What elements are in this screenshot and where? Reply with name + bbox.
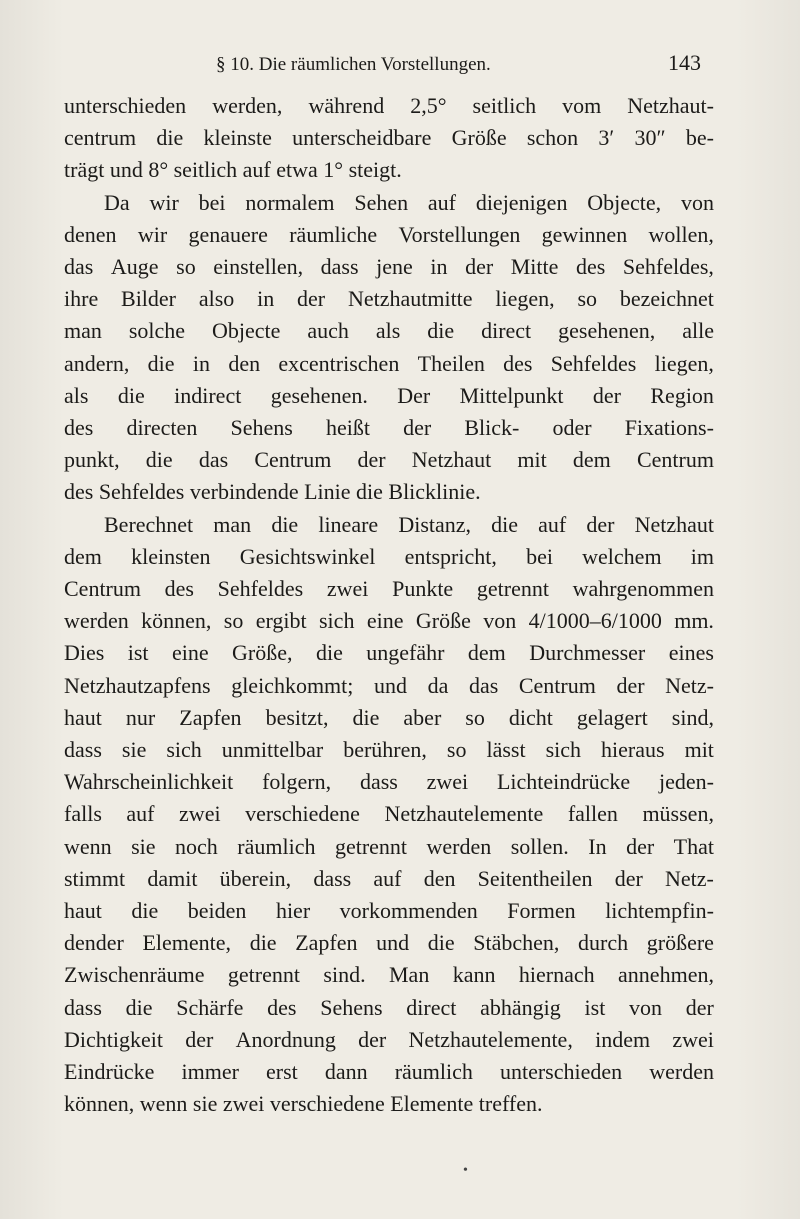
text-line: dem kleinsten Gesichtswinkel entspricht, bei welchem im (64, 543, 714, 569)
text-line: andern, die in den excentrischen Theilen des Sehfeldes liegen, (64, 350, 714, 376)
text-line: des directen Sehens heißt der Blick- oder Fixations- (64, 415, 714, 441)
text-line: Centrum des Sehfeldes zwei Punkte getrennt wahrgenommen (64, 576, 714, 602)
section-title: § 10. Die räumlichen Vorstellungen. (216, 54, 491, 75)
page-speck: • (463, 1163, 468, 1178)
text-line: haut nur Zapfen besitzt, die aber so dicht gelagert sind, (64, 704, 714, 730)
text-line: Wahrscheinlichkeit folgern, dass zwei Lichteindrücke jeden- (64, 769, 714, 795)
text-line: Netzhautzapfens gleichkommt; und da das Centrum der Netz- (64, 672, 714, 698)
body-text (64, 90, 714, 1121)
text-line: dass die Schärfe des Sehens direct abhängig ist von der (64, 994, 714, 1020)
text-line: können, wenn sie zwei verschiedene Elemente treffen. (64, 1091, 543, 1117)
text-line: denen wir genauere räumliche Vorstellungen gewinnen wollen, (64, 221, 714, 247)
text-line: Berechnet man die lineare Distanz, die auf der Netzhaut (104, 511, 714, 537)
text-line: Zwischenräume getrennt sind. Man kann hiernach annehmen, (64, 962, 714, 988)
text-line: Dies ist eine Größe, die ungefähr dem Durchmesser eines (64, 640, 714, 666)
text-line: unterschieden werden, während 2,5° seitlich vom Netzhaut- (64, 93, 714, 118)
text-line: man solche Objecte auch als die direct gesehenen, alle (64, 318, 714, 344)
text-line: centrum die kleinste unterscheidbare Größe schon 3′ 30″ be- (64, 125, 714, 151)
text-line: das Auge so einstellen, dass jene in der Mitte des Sehfeldes, (64, 254, 714, 280)
text-line: Da wir bei normalem Sehen auf diejenigen Objecte, von (104, 189, 714, 215)
text-line: des Sehfeldes verbindende Linie die Blicklinie. (64, 479, 481, 505)
text-line: werden können, so ergibt sich eine Größe von 4/1000–6/1000 mm. (64, 608, 714, 634)
text-line: falls auf zwei verschiedene Netzhautelemente fallen müssen, (64, 801, 714, 827)
text-line: dass sie sich unmittelbar berühren, so lässt sich hieraus mit (64, 737, 714, 763)
text-line: Eindrücke immer erst dann räumlich unterschieden werden (64, 1059, 714, 1085)
page-number: 143 (668, 50, 701, 75)
text-line: haut die beiden hier vorkommenden Formen lichtempfin- (64, 898, 714, 924)
text-line: wenn sie noch räumlich getrennt werden sollen. In der That (64, 833, 714, 859)
running-header (0, 46, 800, 78)
text-line: trägt und 8° seitlich auf etwa 1° steigt. (64, 157, 402, 183)
text-line: punkt, die das Centrum der Netzhaut mit dem Centrum (64, 447, 714, 473)
text-line: Dichtigkeit der Anordnung der Netzhautelemente, indem zwei (64, 1026, 714, 1052)
text-line: als die indirect gesehenen. Der Mittelpunkt der Region (64, 382, 714, 408)
text-line: stimmt damit überein, dass auf den Seitentheilen der Netz- (64, 865, 714, 891)
text-line: ihre Bilder also in der Netzhautmitte liegen, so bezeichnet (64, 286, 714, 312)
text-line: dender Elemente, die Zapfen und die Stäbchen, durch größere (64, 930, 714, 956)
